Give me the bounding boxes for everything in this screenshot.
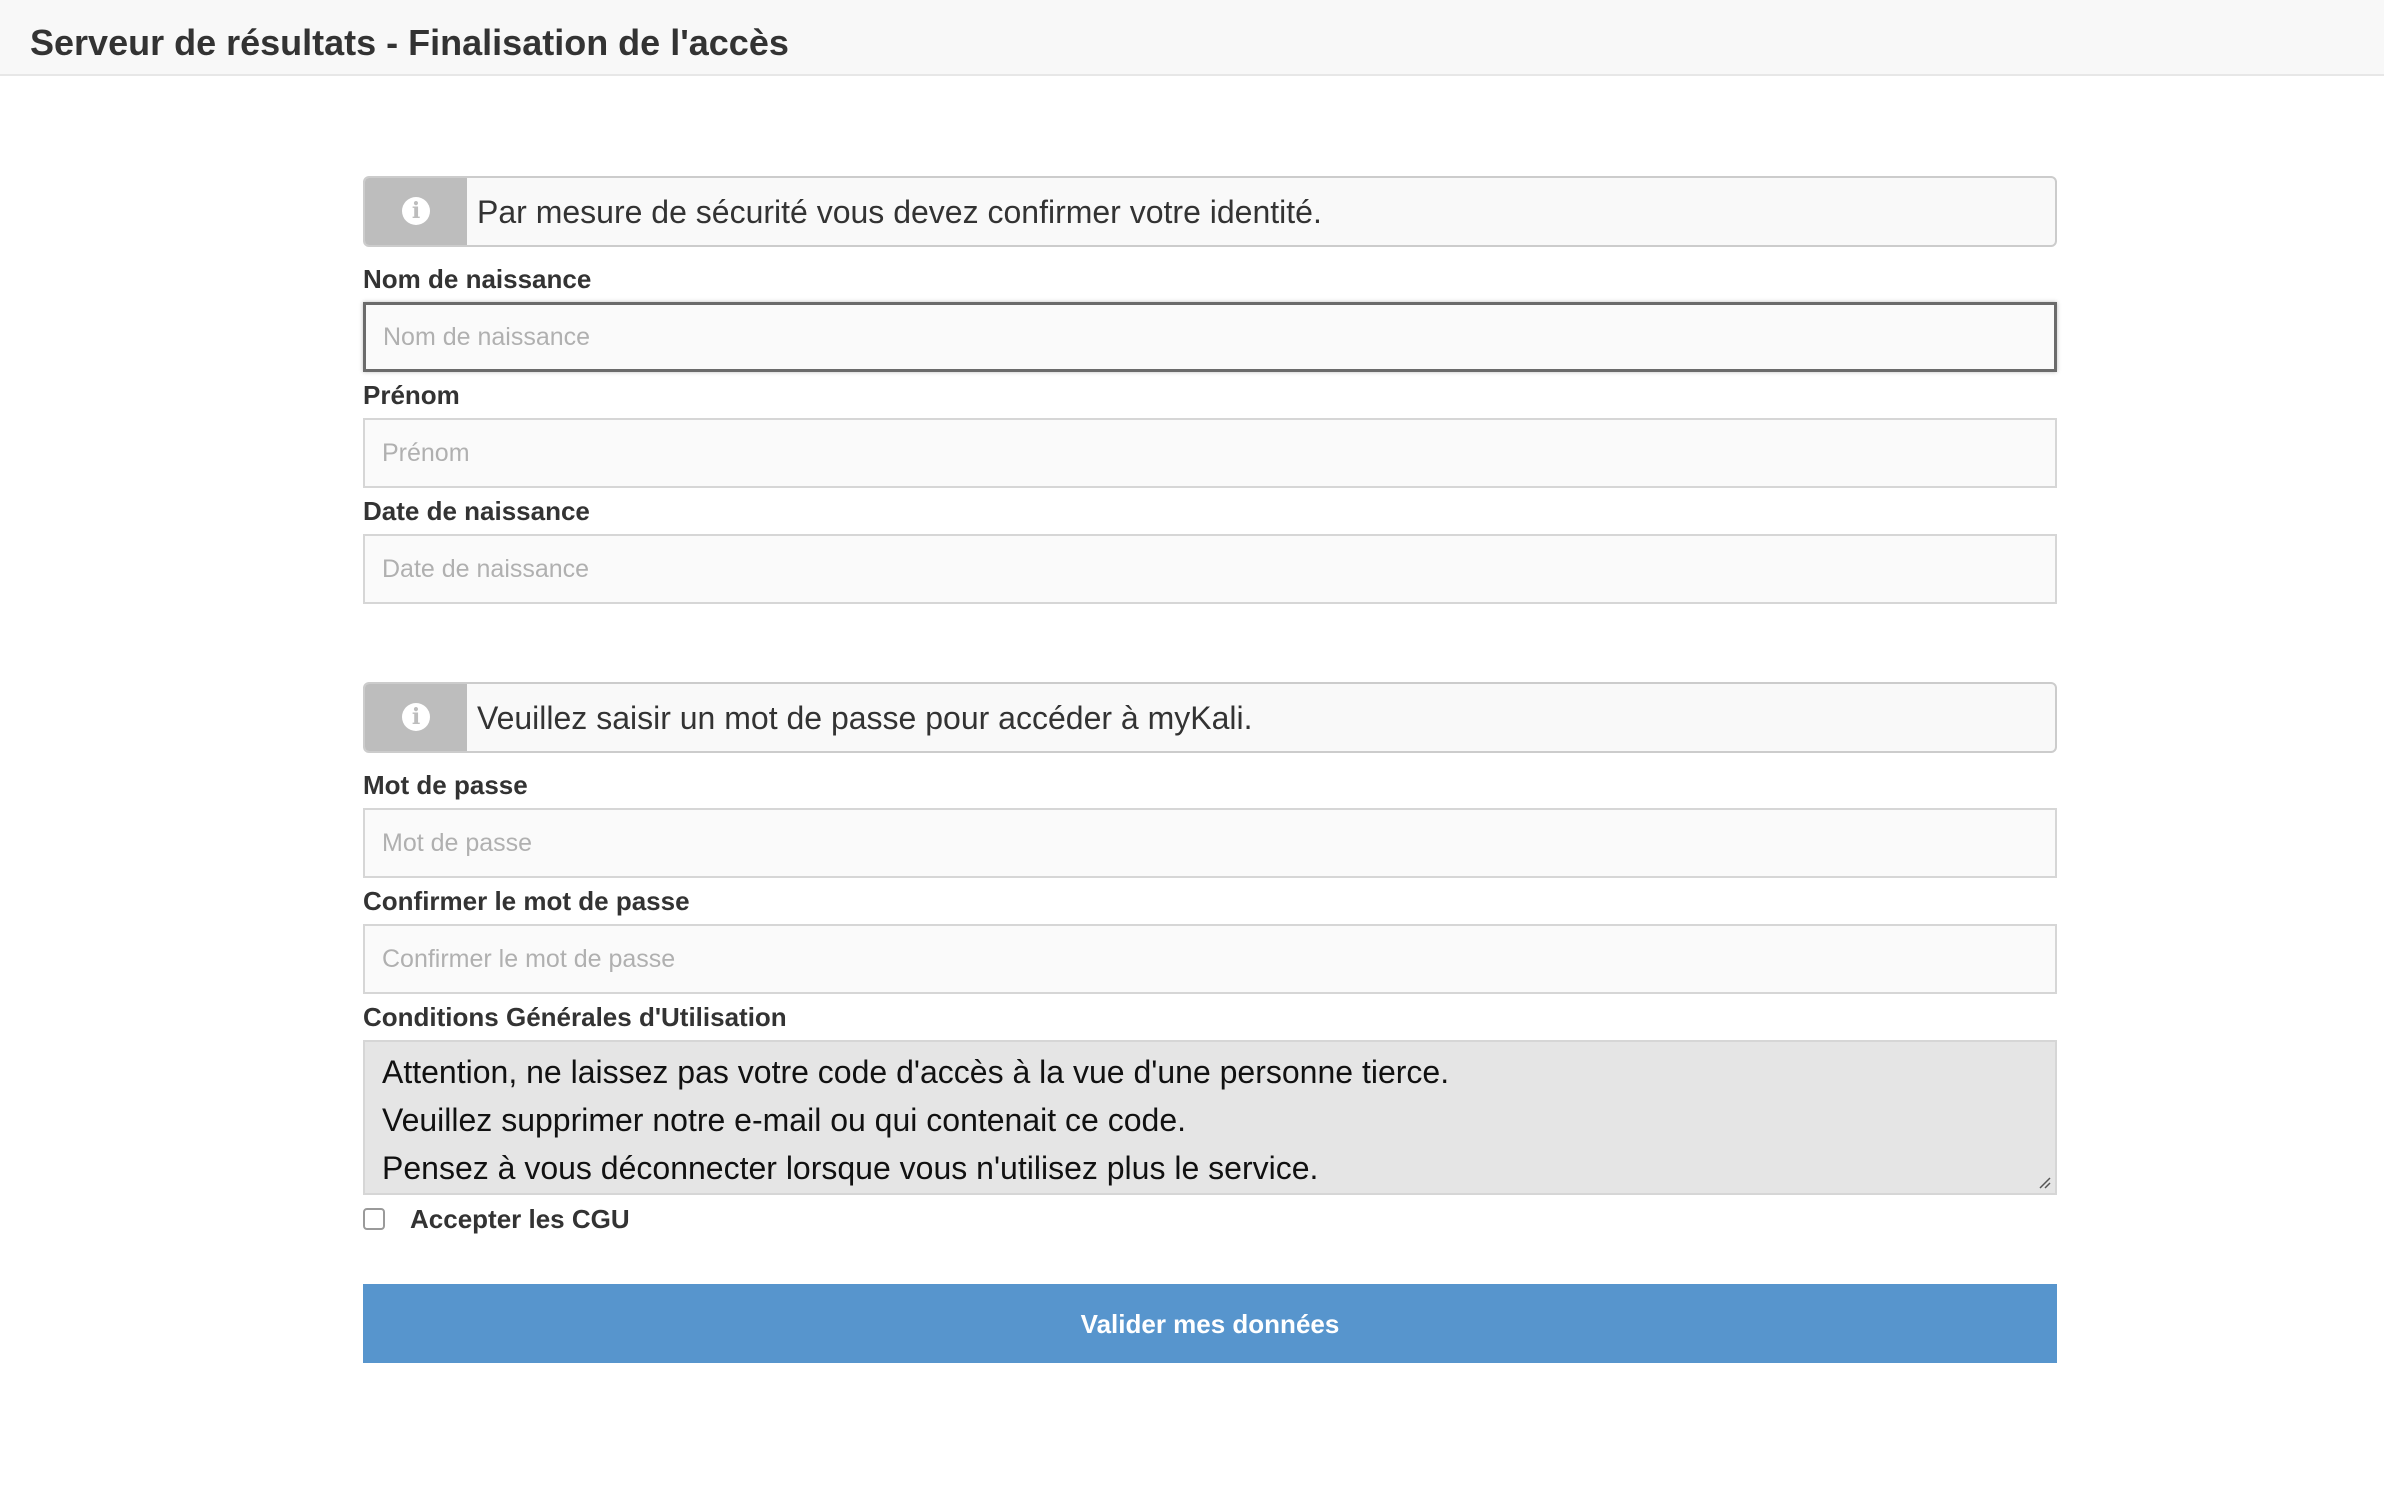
confirm-password-input[interactable] bbox=[363, 924, 2057, 994]
cgu-line: Attention, ne laissez pas votre code d'accès à la vue d'une personne tierce. bbox=[382, 1054, 1450, 1090]
birth-date-label: Date de naissance bbox=[363, 496, 590, 526]
resize-handle-icon[interactable] bbox=[2037, 1175, 2051, 1189]
top-bar bbox=[0, 0, 2384, 76]
first-name-input[interactable] bbox=[363, 418, 2057, 488]
submit-button[interactable]: Valider mes données bbox=[363, 1284, 2057, 1363]
first-name-label: Prénom bbox=[363, 380, 460, 410]
cgu-line: Veuillez supprimer notre e-mail ou qui contenait ce code. bbox=[382, 1102, 1186, 1138]
password-info-box bbox=[363, 682, 2057, 753]
identity-info-icon-cell bbox=[365, 178, 467, 245]
accept-cgu-checkbox[interactable] bbox=[363, 1208, 385, 1230]
password-info-message: Veuillez saisir un mot de passe pour accéder à myKali. bbox=[477, 700, 1253, 736]
password-label: Mot de passe bbox=[363, 770, 528, 800]
confirm-password-label: Confirmer le mot de passe bbox=[363, 886, 690, 916]
cgu-textarea[interactable] bbox=[363, 1040, 2057, 1195]
identity-info-box bbox=[363, 176, 2057, 247]
cgu-line: Pensez à vous déconnecter lorsque vous n'utilisez plus le service. bbox=[382, 1150, 1319, 1186]
password-input[interactable] bbox=[363, 808, 2057, 878]
birth-date-input[interactable] bbox=[363, 534, 2057, 604]
birth-name-label: Nom de naissance bbox=[363, 264, 592, 294]
page-title: Serveur de résultats - Finalisation de l'accès bbox=[30, 22, 789, 63]
cgu-label: Conditions Générales d'Utilisation bbox=[363, 1002, 787, 1032]
password-info-icon-cell bbox=[365, 684, 467, 751]
accept-cgu-label[interactable]: Accepter les CGU bbox=[410, 1204, 630, 1234]
info-icon: i bbox=[402, 703, 430, 731]
identity-info-message: Par mesure de sécurité vous devez confirmer votre identité. bbox=[477, 194, 1322, 230]
info-icon: i bbox=[402, 197, 430, 225]
birth-name-input[interactable] bbox=[363, 302, 2057, 372]
